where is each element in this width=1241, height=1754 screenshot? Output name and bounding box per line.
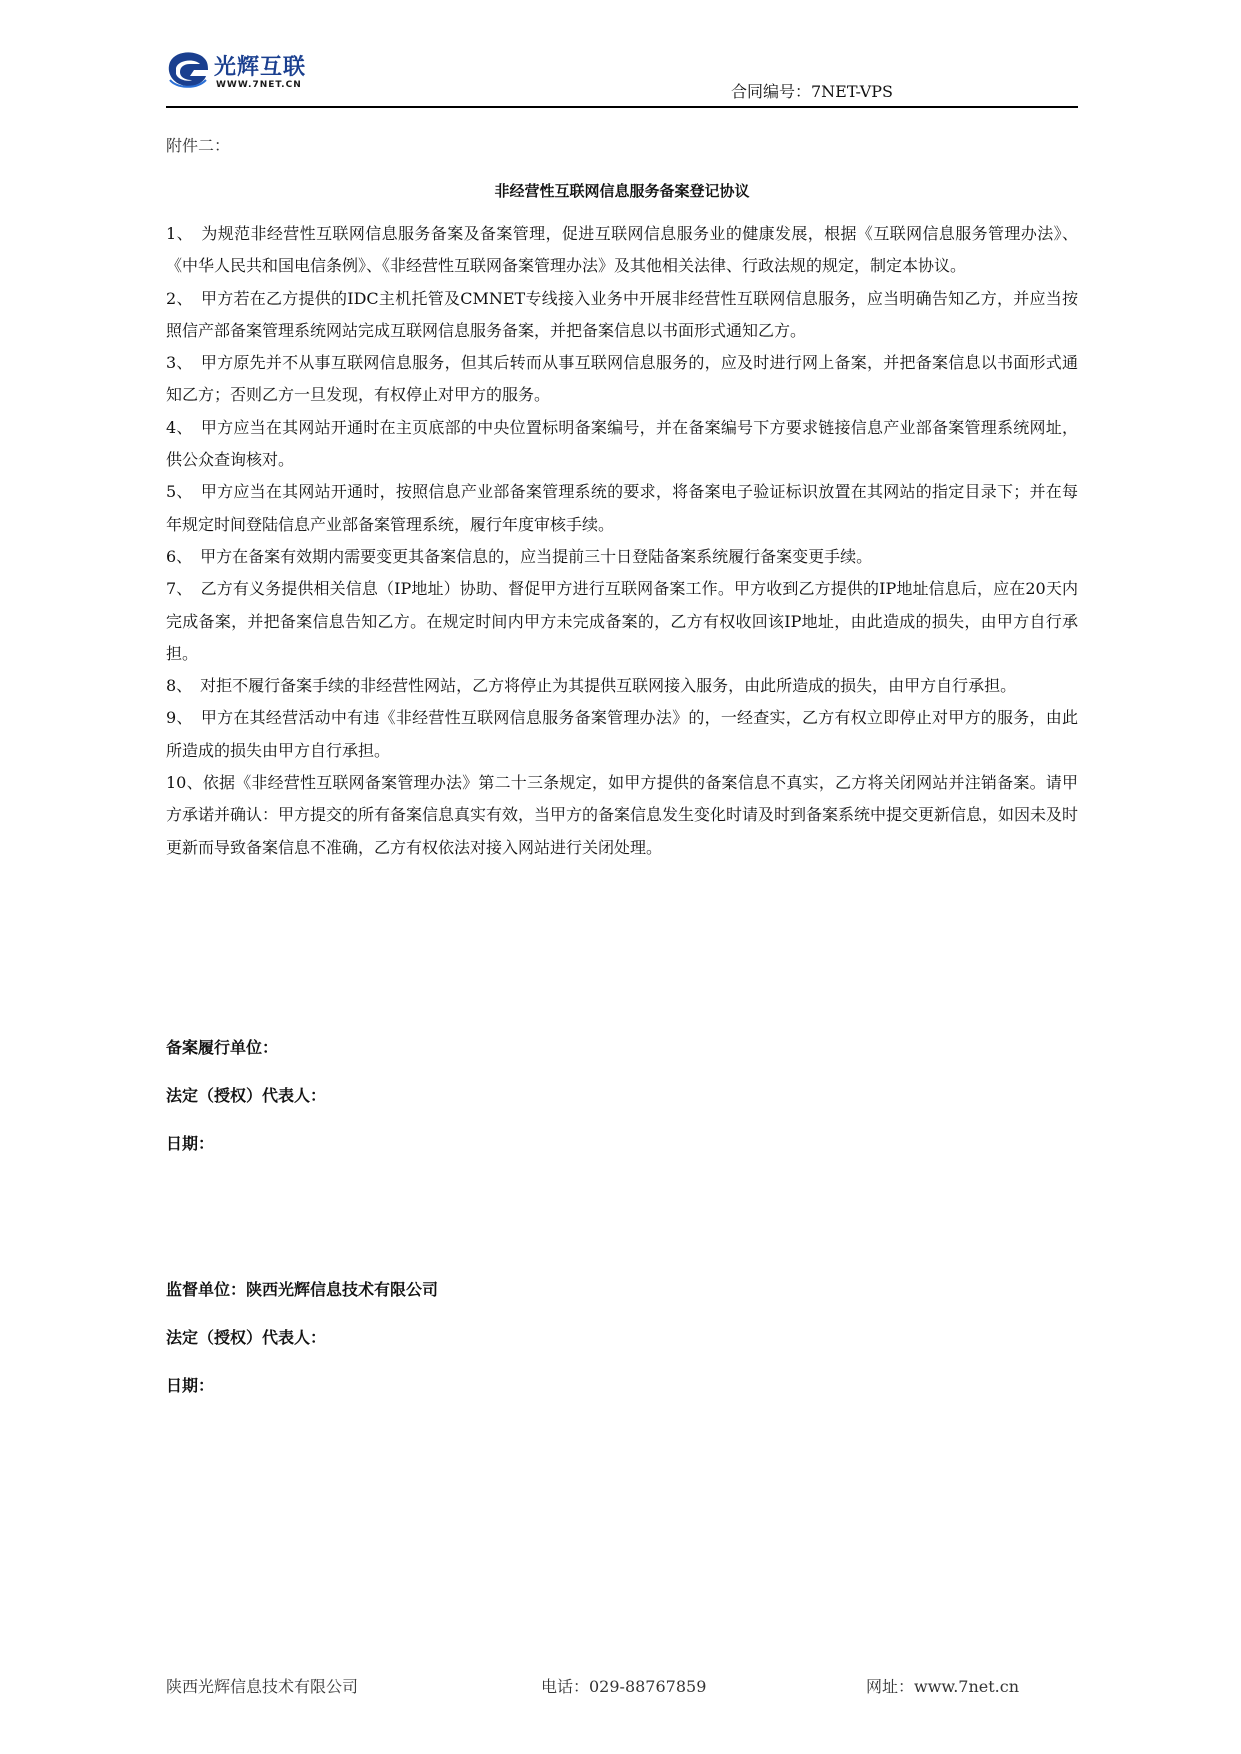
filing-date-label: 日期： xyxy=(166,1134,215,1153)
clause-10: 10、依据《非经营性互联网备案管理办法》第二十三条规定，如甲方提供的备案信息不真实，乙方将关闭网站并注销备案。请甲方承诺并确认：甲方提交的所有备案信息真实有效，当甲方的备案信息发生变化时请及时到备案系统中提交更新信息，如因未及时更新而导致备案信息不准确，乙方有权依法对接入网站进行关闭处理。 xyxy=(166,773,1079,857)
clause-2: 2、 甲方若在乙方提供的IDC主机托管及CMNET专线接入业务中开展非经营性互联网信息服务，应当明确告知乙方，并应当按照信产部备案管理系统网站完成互联网信息服务备案，并把备案信息以书面形式通知乙方。 xyxy=(166,288,1078,340)
footer-company: 陕西光辉信息技术有限公司 xyxy=(166,1677,359,1696)
footer-website: 网址：www.7net.cn xyxy=(866,1677,1020,1696)
supervisor-date-label: 日期： xyxy=(166,1376,215,1395)
filing-unit-label: 备案履行单位： xyxy=(166,1038,279,1057)
supervisor-unit-label: 监督单位：陕西光辉信息技术有限公司 xyxy=(166,1280,439,1299)
clause-3: 3、 甲方原先并不从事互联网信息服务，但其后转而从事互联网信息服务的，应及时进行网上备案，并把备案信息以书面形式通知乙方；否则乙方一旦发现，有权停止对甲方的服务。 xyxy=(166,353,1078,405)
contract-number: 合同编号：7NET-VPS xyxy=(731,82,893,101)
filing-representative-label: 法定（授权）代表人： xyxy=(166,1086,327,1105)
clause-8: 8、 对拒不履行备案手续的非经营性网站，乙方将停止为其提供互联网接入服务，由此所造成的损失，由甲方自行承担。 xyxy=(166,676,1017,696)
clause-1: 1、 为规范非经营性互联网信息服务备案及备案管理，促进互联网信息服务业的健康发展，根据《互联网信息服务管理办法》、《中华人民共和国电信条例》、《非经营性互联网备案管理办法》及其他相关法律、行政法规的规定，制定本协议。 xyxy=(166,224,1078,276)
clause-9: 9、 甲方在其经营活动中有违《非经营性互联网信息服务备案管理办法》的，一经查实，乙方有权立即停止对甲方的服务，由此所造成的损失由甲方自行承担。 xyxy=(166,708,1078,760)
logo-mark-icon xyxy=(166,50,210,90)
footer-phone: 电话：029-88767859 xyxy=(541,1677,707,1696)
document-title: 非经营性互联网信息服务备案登记协议 xyxy=(494,182,750,200)
clause-5: 5、 甲方应当在其网站开通时，按照信息产业部备案管理系统的要求，将备案电子验证标识放置在其网站的指定目录下；并在每年规定时间登陆信息产业部备案管理系统，履行年度审核手续。 xyxy=(166,482,1078,534)
attachment-label: 附件二： xyxy=(166,136,231,155)
clause-4: 4、 甲方应当在其网站开通时在主页底部的中央位置标明备案编号，并在备案编号下方要求链接信息产业部备案管理系统网址，供公众查询核对。 xyxy=(166,417,1078,470)
clause-7: 7、 乙方有义务提供相关信息（IP地址）协助、督促甲方进行互联网备案工作。甲方收到乙方提供的IP地址信息后，应在20天内完成备案，并把备案信息告知乙方。在规定时间内甲方未完成备案的，乙方有权收回该IP地址，由此造成的损失，由甲方自行承担。 xyxy=(166,579,1078,663)
supervisor-representative-label: 法定（授权）代表人： xyxy=(166,1328,327,1347)
logo-name: 光辉互联 xyxy=(214,55,307,80)
company-logo xyxy=(166,46,346,98)
logo-url: WWW.7NET.CN xyxy=(216,80,302,90)
page-header xyxy=(166,42,1078,108)
clause-list xyxy=(166,218,1078,864)
clause-6: 6、 甲方在备案有效期内需要变更其备案信息的，应当提前三十日登陆备案系统履行备案变更手续。 xyxy=(166,546,873,566)
